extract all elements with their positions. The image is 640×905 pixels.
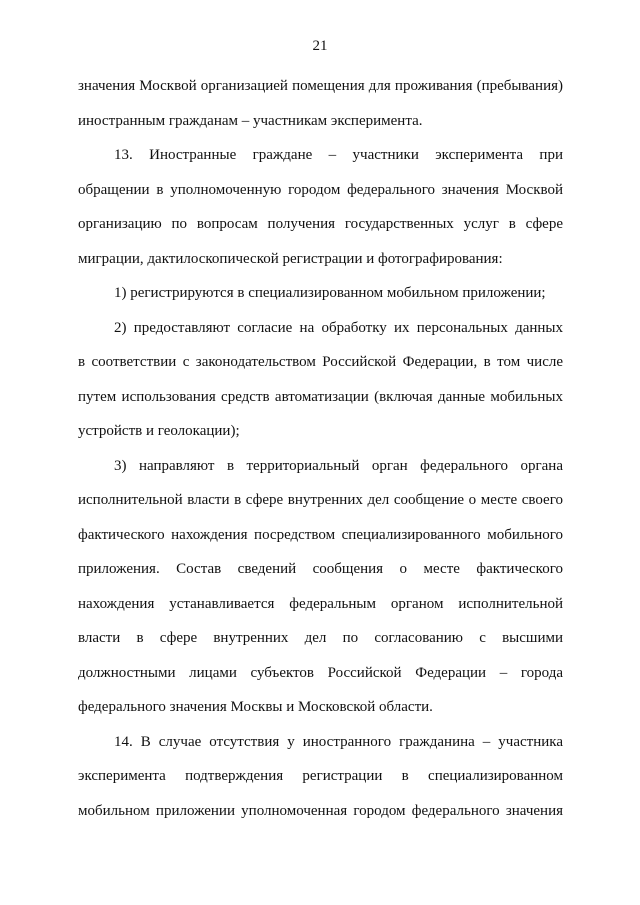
text-line: фактического нахождения посредством специализированного мобильного xyxy=(78,526,563,543)
text-line: обращении в уполномоченную городом федерального значения Москвой xyxy=(78,181,563,198)
text-line: нахождения устанавливается федеральным органом исполнительной xyxy=(78,595,563,612)
text-line: путем использования средств автоматизации (включая данные мобильных xyxy=(78,388,563,405)
text-line: должностными лицами субъектов Российской Федерации – города xyxy=(78,664,563,681)
page-number: 21 xyxy=(312,38,328,54)
text-line: организацию по вопросам получения государственных услуг в сфере xyxy=(78,216,563,232)
text-line: федерального значения Москвы и Московской области. xyxy=(78,699,433,715)
text-line: 3) направляют в территориальный орган федерального органа xyxy=(114,457,563,474)
text-line: исполнительной власти в сфере внутренних дел сообщение о месте своего xyxy=(78,492,563,508)
text-line: 2) предоставляют согласие на обработку их персональных данных xyxy=(114,319,563,336)
text-line: мобильном приложении уполномоченная городом федерального значения xyxy=(78,802,563,819)
text-line: иностранным гражданам – участникам эксперимента. xyxy=(78,112,423,129)
text-line: власти в сфере внутренних дел по согласованию с высшими xyxy=(78,630,563,646)
text-line: 13. Иностранные граждане – участники эксперимента при xyxy=(114,147,563,163)
text-line: 1) регистрируются в специализированном мобильном приложении; xyxy=(114,285,546,301)
text-line: эксперимента подтверждения регистрации в специализированном xyxy=(78,768,563,784)
document-body xyxy=(78,76,563,835)
text-line: значения Москвой организацией помещения для проживания (пребывания) xyxy=(78,78,563,94)
text-line: миграции, дактилоскопической регистрации и фотографирования: xyxy=(78,250,503,267)
text-line: устройств и геолокации); xyxy=(78,423,240,439)
text-line: 14. В случае отсутствия у иностранного гражданина – участника xyxy=(114,733,563,750)
text-line: приложения. Состав сведений сообщения о месте фактического xyxy=(78,561,563,577)
text-line: в соответствии с законодательством Российской Федерации, в том числе xyxy=(78,354,563,370)
